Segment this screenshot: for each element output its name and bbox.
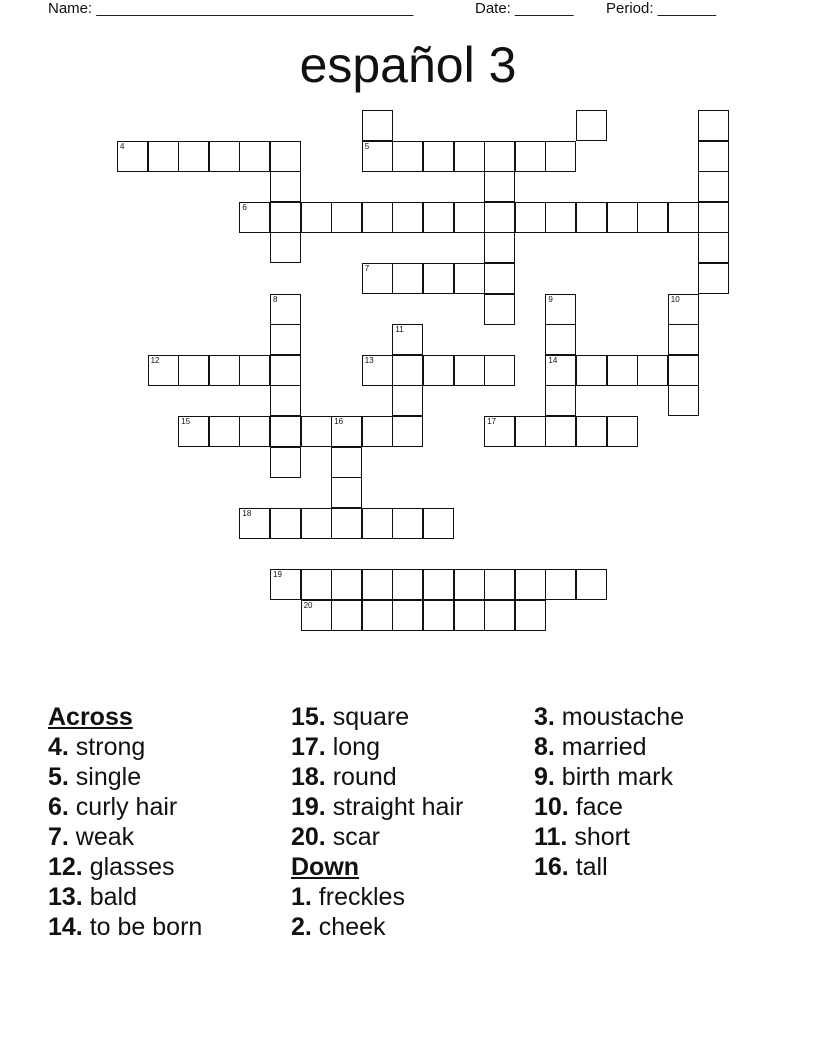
clue-text: straight hair xyxy=(325,793,464,821)
clue-text: weak xyxy=(68,823,135,851)
crossword-cell[interactable] xyxy=(637,355,668,386)
crossword-cell[interactable] xyxy=(178,141,209,172)
crossword-cell[interactable] xyxy=(270,508,301,539)
clue-item xyxy=(534,822,684,852)
crossword-cell[interactable] xyxy=(698,110,729,141)
crossword-cell[interactable] xyxy=(362,416,393,447)
crossword-cell[interactable] xyxy=(331,447,362,478)
crossword-cell[interactable] xyxy=(270,141,301,172)
clue-text: scar xyxy=(325,823,380,851)
clue-number: 11. xyxy=(534,823,568,851)
clue-item xyxy=(291,882,463,912)
clues-column-1 xyxy=(48,702,202,942)
crossword-cell[interactable] xyxy=(484,232,515,263)
crossword-cell[interactable] xyxy=(301,600,332,631)
crossword-cell[interactable] xyxy=(392,141,423,172)
crossword-cell[interactable] xyxy=(484,202,515,233)
crossword-cell[interactable] xyxy=(423,355,454,386)
date-field-label[interactable]: Date: _______ xyxy=(475,0,574,17)
crossword-cell[interactable] xyxy=(454,141,485,172)
crossword-cell[interactable] xyxy=(545,202,576,233)
crossword-cell[interactable] xyxy=(607,416,638,447)
crossword-cell[interactable] xyxy=(209,416,240,447)
clue-text: strong xyxy=(68,733,146,761)
clue-number-label: 19 xyxy=(273,570,282,579)
clue-text: long xyxy=(325,733,380,761)
crossword-cell[interactable] xyxy=(392,324,423,355)
crossword-cell[interactable] xyxy=(239,355,270,386)
clues-column-3 xyxy=(534,702,684,882)
crossword-cell[interactable] xyxy=(423,569,454,600)
crossword-cell[interactable] xyxy=(607,202,638,233)
crossword-cell[interactable] xyxy=(270,324,301,355)
crossword-cell[interactable] xyxy=(331,569,362,600)
crossword-cell[interactable] xyxy=(545,385,576,416)
clue-text: bald xyxy=(82,883,137,911)
crossword-cell[interactable] xyxy=(362,600,393,631)
clue-number: 16. xyxy=(534,853,569,881)
clue-item xyxy=(534,792,684,822)
crossword-cell[interactable] xyxy=(423,508,454,539)
clue-number-label: 15 xyxy=(181,417,191,426)
crossword-cell[interactable] xyxy=(576,355,607,386)
crossword-cell[interactable] xyxy=(698,263,729,294)
clue-text: tall xyxy=(568,853,608,881)
clue-number: 7. xyxy=(48,823,69,851)
crossword-cell[interactable] xyxy=(178,355,209,386)
crossword-cell[interactable] xyxy=(545,569,576,600)
crossword-cell[interactable] xyxy=(270,385,301,416)
clue-number-label: 4 xyxy=(120,141,125,151)
clue-number: 6. xyxy=(48,793,69,821)
clue-number-label: 11 xyxy=(395,325,404,335)
clue-number-label: 20 xyxy=(303,600,313,610)
clue-item xyxy=(48,822,202,852)
clue-item xyxy=(48,762,202,792)
crossword-cell[interactable] xyxy=(270,202,301,233)
crossword-cell[interactable] xyxy=(270,569,301,600)
clue-item xyxy=(534,732,684,762)
clue-number: 1. xyxy=(291,883,312,911)
crossword-cell[interactable] xyxy=(270,416,301,447)
crossword-cell[interactable] xyxy=(668,355,699,386)
clue-number: 5. xyxy=(48,763,69,791)
crossword-cell[interactable] xyxy=(362,202,393,233)
crossword-cell[interactable] xyxy=(392,263,423,294)
crossword-cell[interactable] xyxy=(454,569,485,600)
period-field-label[interactable]: Period: _______ xyxy=(606,0,717,17)
clue-item xyxy=(291,702,463,732)
clue-number-label: 16 xyxy=(334,417,344,426)
crossword-cell[interactable] xyxy=(270,232,301,263)
name-field-label[interactable]: Name: ______________________________________ xyxy=(48,0,414,17)
across-heading: Across xyxy=(48,703,133,731)
crossword-cell[interactable] xyxy=(392,600,423,631)
clue-text: married xyxy=(554,733,647,761)
crossword-cell[interactable] xyxy=(423,202,454,233)
crossword-cell[interactable] xyxy=(484,600,515,631)
clue-text: curly hair xyxy=(68,793,178,821)
crossword-cell[interactable] xyxy=(545,324,576,355)
crossword-cell[interactable] xyxy=(545,141,576,172)
clue-number-label: 18 xyxy=(242,508,252,518)
clue-number: 19. xyxy=(291,793,326,821)
crossword-cell[interactable] xyxy=(668,202,699,233)
down-heading: Down xyxy=(291,853,360,881)
crossword-cell[interactable] xyxy=(239,416,270,447)
crossword-cell[interactable] xyxy=(331,416,362,447)
crossword-cell[interactable] xyxy=(301,569,332,600)
crossword-cell[interactable] xyxy=(668,324,699,355)
crossword-cell[interactable] xyxy=(117,141,148,172)
clue-number: 8. xyxy=(534,733,555,761)
clue-text: face xyxy=(568,793,623,821)
clue-text: moustache xyxy=(554,703,685,731)
crossword-cell[interactable] xyxy=(698,232,729,263)
crossword-cell[interactable] xyxy=(239,202,270,233)
clue-item xyxy=(291,822,463,852)
clue-number-label: 8 xyxy=(273,294,278,304)
clue-number-label: 17 xyxy=(487,417,497,426)
crossword-cell[interactable] xyxy=(484,294,515,325)
clue-item xyxy=(291,762,463,792)
clue-number: 2. xyxy=(291,913,312,941)
crossword-cell[interactable] xyxy=(362,355,393,386)
crossword-cell[interactable] xyxy=(545,294,576,325)
clue-number-label: 9 xyxy=(548,294,553,304)
crossword-cell[interactable] xyxy=(454,600,485,631)
crossword-cell[interactable] xyxy=(515,202,546,233)
crossword-cell[interactable] xyxy=(148,355,179,386)
page-title: español 3 xyxy=(299,37,517,93)
clue-text: cheek xyxy=(311,913,386,941)
crossword-cell[interactable] xyxy=(331,600,362,631)
crossword-cell[interactable] xyxy=(239,141,270,172)
crossword-cell[interactable] xyxy=(362,508,393,539)
crossword-cell[interactable] xyxy=(392,385,423,416)
crossword-cell[interactable] xyxy=(515,569,546,600)
crossword-cell[interactable] xyxy=(668,294,699,325)
clue-number: 13. xyxy=(48,883,83,911)
crossword-cell[interactable] xyxy=(423,600,454,631)
crossword-cell[interactable] xyxy=(698,202,729,233)
crossword-cell[interactable] xyxy=(576,202,607,233)
crossword-cell[interactable] xyxy=(301,508,332,539)
clue-item xyxy=(48,912,202,942)
crossword-cell[interactable] xyxy=(301,202,332,233)
crossword-cell[interactable] xyxy=(239,508,270,539)
clue-number-label: 6 xyxy=(242,202,247,212)
clue-number: 12. xyxy=(48,853,83,881)
clues-column-2 xyxy=(291,702,463,942)
crossword-cell[interactable] xyxy=(270,447,301,478)
clue-text: round xyxy=(325,763,397,791)
clue-item xyxy=(48,732,202,762)
clue-number: 3. xyxy=(534,703,555,731)
clue-text: square xyxy=(325,703,410,731)
clue-item xyxy=(48,882,202,912)
crossword-cell[interactable] xyxy=(301,416,332,447)
clue-text: single xyxy=(68,763,142,791)
crossword-cell[interactable] xyxy=(484,171,515,202)
clue-number-label: 7 xyxy=(364,264,370,273)
crossword-cell[interactable] xyxy=(423,263,454,294)
crossword-cell[interactable] xyxy=(484,263,515,294)
clue-text: short xyxy=(567,823,630,851)
clue-item xyxy=(534,852,684,882)
clue-text: freckles xyxy=(311,883,405,911)
crossword-cell[interactable] xyxy=(392,416,423,447)
clue-text: birth mark xyxy=(554,763,673,791)
crossword-cell[interactable] xyxy=(423,141,454,172)
clue-number-label: 13 xyxy=(364,355,374,365)
clue-number-label: 10 xyxy=(670,294,680,304)
clue-number-label: 5 xyxy=(364,141,370,151)
crossword-cell[interactable] xyxy=(392,202,423,233)
crossword-cell[interactable] xyxy=(576,569,607,600)
crossword-cell[interactable] xyxy=(576,416,607,447)
crossword-cell[interactable] xyxy=(270,355,301,386)
clue-text: to be born xyxy=(82,913,203,941)
crossword-cell[interactable] xyxy=(209,141,240,172)
clue-number: 14. xyxy=(48,913,83,941)
clue-number: 4. xyxy=(48,733,69,761)
crossword-cell[interactable] xyxy=(545,416,576,447)
crossword-cell[interactable] xyxy=(362,263,393,294)
clue-text: glasses xyxy=(82,853,175,881)
crossword-cell[interactable] xyxy=(484,355,515,386)
crossword-cell[interactable] xyxy=(698,171,729,202)
crossword-cell[interactable] xyxy=(331,508,362,539)
crossword-cell[interactable] xyxy=(484,416,515,447)
crossword-cell[interactable] xyxy=(148,141,179,172)
crossword-cell[interactable] xyxy=(392,508,423,539)
clue-item xyxy=(291,732,463,762)
clue-number-label: 12 xyxy=(150,355,160,365)
crossword-cell[interactable] xyxy=(270,294,301,325)
crossword-cell[interactable] xyxy=(331,202,362,233)
clue-number-label: 14 xyxy=(548,355,558,365)
clue-number: 20. xyxy=(291,823,326,851)
clue-number: 17. xyxy=(291,733,326,761)
clue-number: 15. xyxy=(291,703,326,731)
crossword-cell[interactable] xyxy=(515,141,546,172)
clue-item xyxy=(291,912,463,942)
crossword-cell[interactable] xyxy=(362,141,393,172)
crossword-cell[interactable] xyxy=(362,569,393,600)
crossword-cell[interactable] xyxy=(484,569,515,600)
crossword-cell[interactable] xyxy=(698,141,729,172)
clue-item xyxy=(48,792,202,822)
crossword-cell[interactable] xyxy=(362,110,393,141)
clue-number: 10. xyxy=(534,793,569,821)
crossword-cell[interactable] xyxy=(392,355,423,386)
clue-item xyxy=(48,852,202,882)
crossword-cell[interactable] xyxy=(515,600,546,631)
crossword-cell[interactable] xyxy=(637,202,668,233)
clue-number: 18. xyxy=(291,763,326,791)
crossword-cell[interactable] xyxy=(484,141,515,172)
crossword-cell[interactable] xyxy=(209,355,240,386)
crossword-cell[interactable] xyxy=(454,355,485,386)
crossword-cell[interactable] xyxy=(545,355,576,386)
crossword-cell[interactable] xyxy=(178,416,209,447)
clue-item xyxy=(534,762,684,792)
crossword-cell[interactable] xyxy=(515,416,546,447)
crossword-cell[interactable] xyxy=(454,202,485,233)
crossword-cell[interactable] xyxy=(392,569,423,600)
clue-item xyxy=(291,792,463,822)
crossword-cell[interactable] xyxy=(331,477,362,508)
crossword-cell[interactable] xyxy=(668,385,699,416)
crossword-cell[interactable] xyxy=(607,355,638,386)
crossword-cell[interactable] xyxy=(270,171,301,202)
clue-item xyxy=(534,702,684,732)
crossword-cell[interactable] xyxy=(576,110,607,141)
clue-number: 9. xyxy=(534,763,555,791)
crossword-cell[interactable] xyxy=(454,263,485,294)
